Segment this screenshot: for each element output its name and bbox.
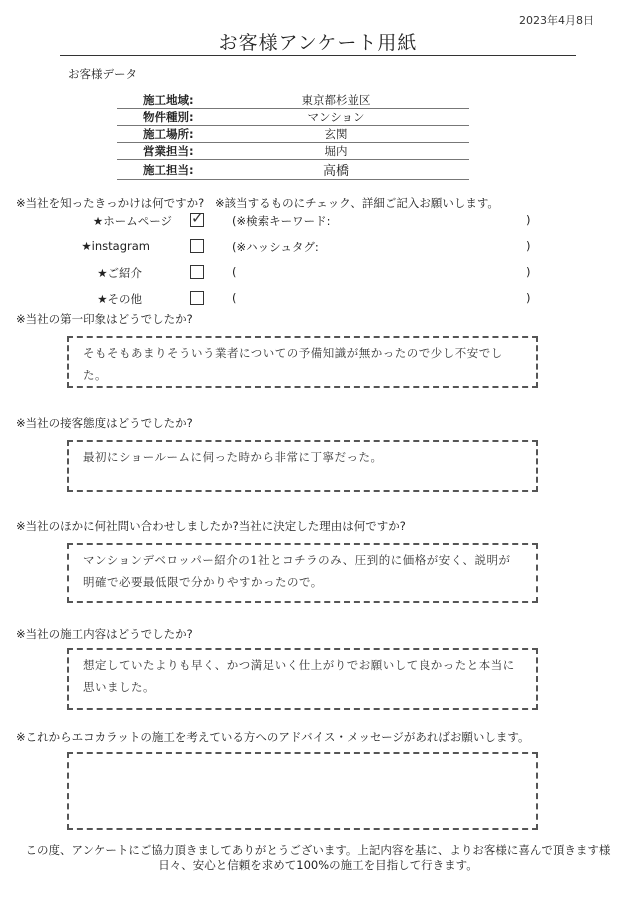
title-underline: [60, 55, 576, 56]
option-close-paren: ): [526, 213, 531, 227]
option-detail: (: [232, 291, 237, 305]
answer-text: そもそもあまりそういう業者についての予備知識が無かったので少し不安でした。: [83, 346, 503, 382]
option-label: ★ホームページ: [92, 214, 172, 228]
footer-line-1: この度、アンケートにご協力頂きましてありがとうございます。上記内容を基に、よりお客様に喜んで頂きます様: [25, 843, 611, 857]
option-detail: (※ハッシュタグ:: [232, 240, 319, 254]
option-checkbox[interactable]: [190, 265, 204, 279]
check-mark-icon: ✓: [191, 209, 204, 227]
question-4: ※当社のほかに何社問い合わせしましたか?当社に決定した理由は何ですか?: [16, 519, 406, 533]
option-detail: (: [232, 265, 237, 279]
answer-box-advice[interactable]: [67, 752, 538, 830]
row-value: 玄関: [233, 126, 469, 143]
option-checkbox[interactable]: [190, 291, 204, 305]
customer-row-property-type: [117, 109, 469, 126]
row-value: マンション: [233, 109, 469, 126]
row-label: 物件種別:: [117, 109, 233, 126]
option-close-paren: ): [526, 239, 531, 253]
answer-box-decision-reason[interactable]: [67, 543, 538, 603]
customer-data-heading: お客様データ: [68, 67, 137, 81]
answer-box-customer-service[interactable]: [67, 440, 538, 492]
question-6: ※これからエコカラットの施工を考えている方へのアドバイス・メッセージがあればお願いします。: [16, 730, 530, 744]
answer-text: マンションデベロッパー紹介の1社とコチラのみ、圧到的に価格が安く、説明が 明確で必要最低限で分かりやすかったので。: [83, 553, 511, 589]
option-checkbox[interactable]: [190, 209, 204, 227]
question-1-instruction: ※該当するものにチェック、詳細ご記入お願いします。: [215, 196, 499, 210]
row-label: 施工担当:: [117, 160, 233, 180]
page-title: お客様アンケート用紙: [218, 32, 418, 54]
answer-text: 想定していたよりも早く、かつ満足いく仕上がりでお願いして良かったと本当に 思いました。: [83, 658, 515, 694]
answer-box-first-impression[interactable]: [67, 336, 538, 388]
footer-message: [0, 843, 636, 873]
customer-data-table: [117, 92, 469, 180]
question-5: ※当社の施工内容はどうでしたか?: [16, 627, 193, 641]
question-2: ※当社の第一印象はどうでしたか?: [16, 312, 193, 326]
row-value: 堀内: [233, 143, 469, 160]
customer-row-installer: [117, 160, 469, 180]
answer-box-installation-quality[interactable]: [67, 648, 538, 710]
row-label: 営業担当:: [117, 143, 233, 160]
customer-row-location: [117, 126, 469, 143]
customer-row-sales-rep: [117, 143, 469, 160]
option-label: ★ご紹介: [97, 266, 142, 280]
row-label: 施工場所:: [117, 126, 233, 143]
option-label: ★instagram: [81, 239, 150, 253]
survey-date: 2023年4月8日: [519, 14, 594, 27]
question-1: ※当社を知ったきっかけは何ですか?: [16, 196, 205, 210]
row-value: 東京都杉並区: [233, 92, 469, 109]
row-value: 高橋: [233, 160, 469, 180]
option-detail: (※検索キーワード:: [232, 214, 331, 228]
option-close-paren: ): [526, 265, 531, 279]
option-close-paren: ): [526, 291, 531, 305]
option-checkbox[interactable]: [190, 239, 204, 253]
option-label: ★その他: [97, 292, 142, 306]
row-label: 施工地域:: [117, 92, 233, 109]
answer-text: 最初にショールームに伺った時から非常に丁寧だった。: [83, 450, 383, 464]
question-3: ※当社の接客態度はどうでしたか?: [16, 416, 193, 430]
customer-row-area: [117, 92, 469, 109]
footer-line-2: 日々、安心と信頼を求めて100%の施工を目指して行きます。: [158, 858, 478, 872]
